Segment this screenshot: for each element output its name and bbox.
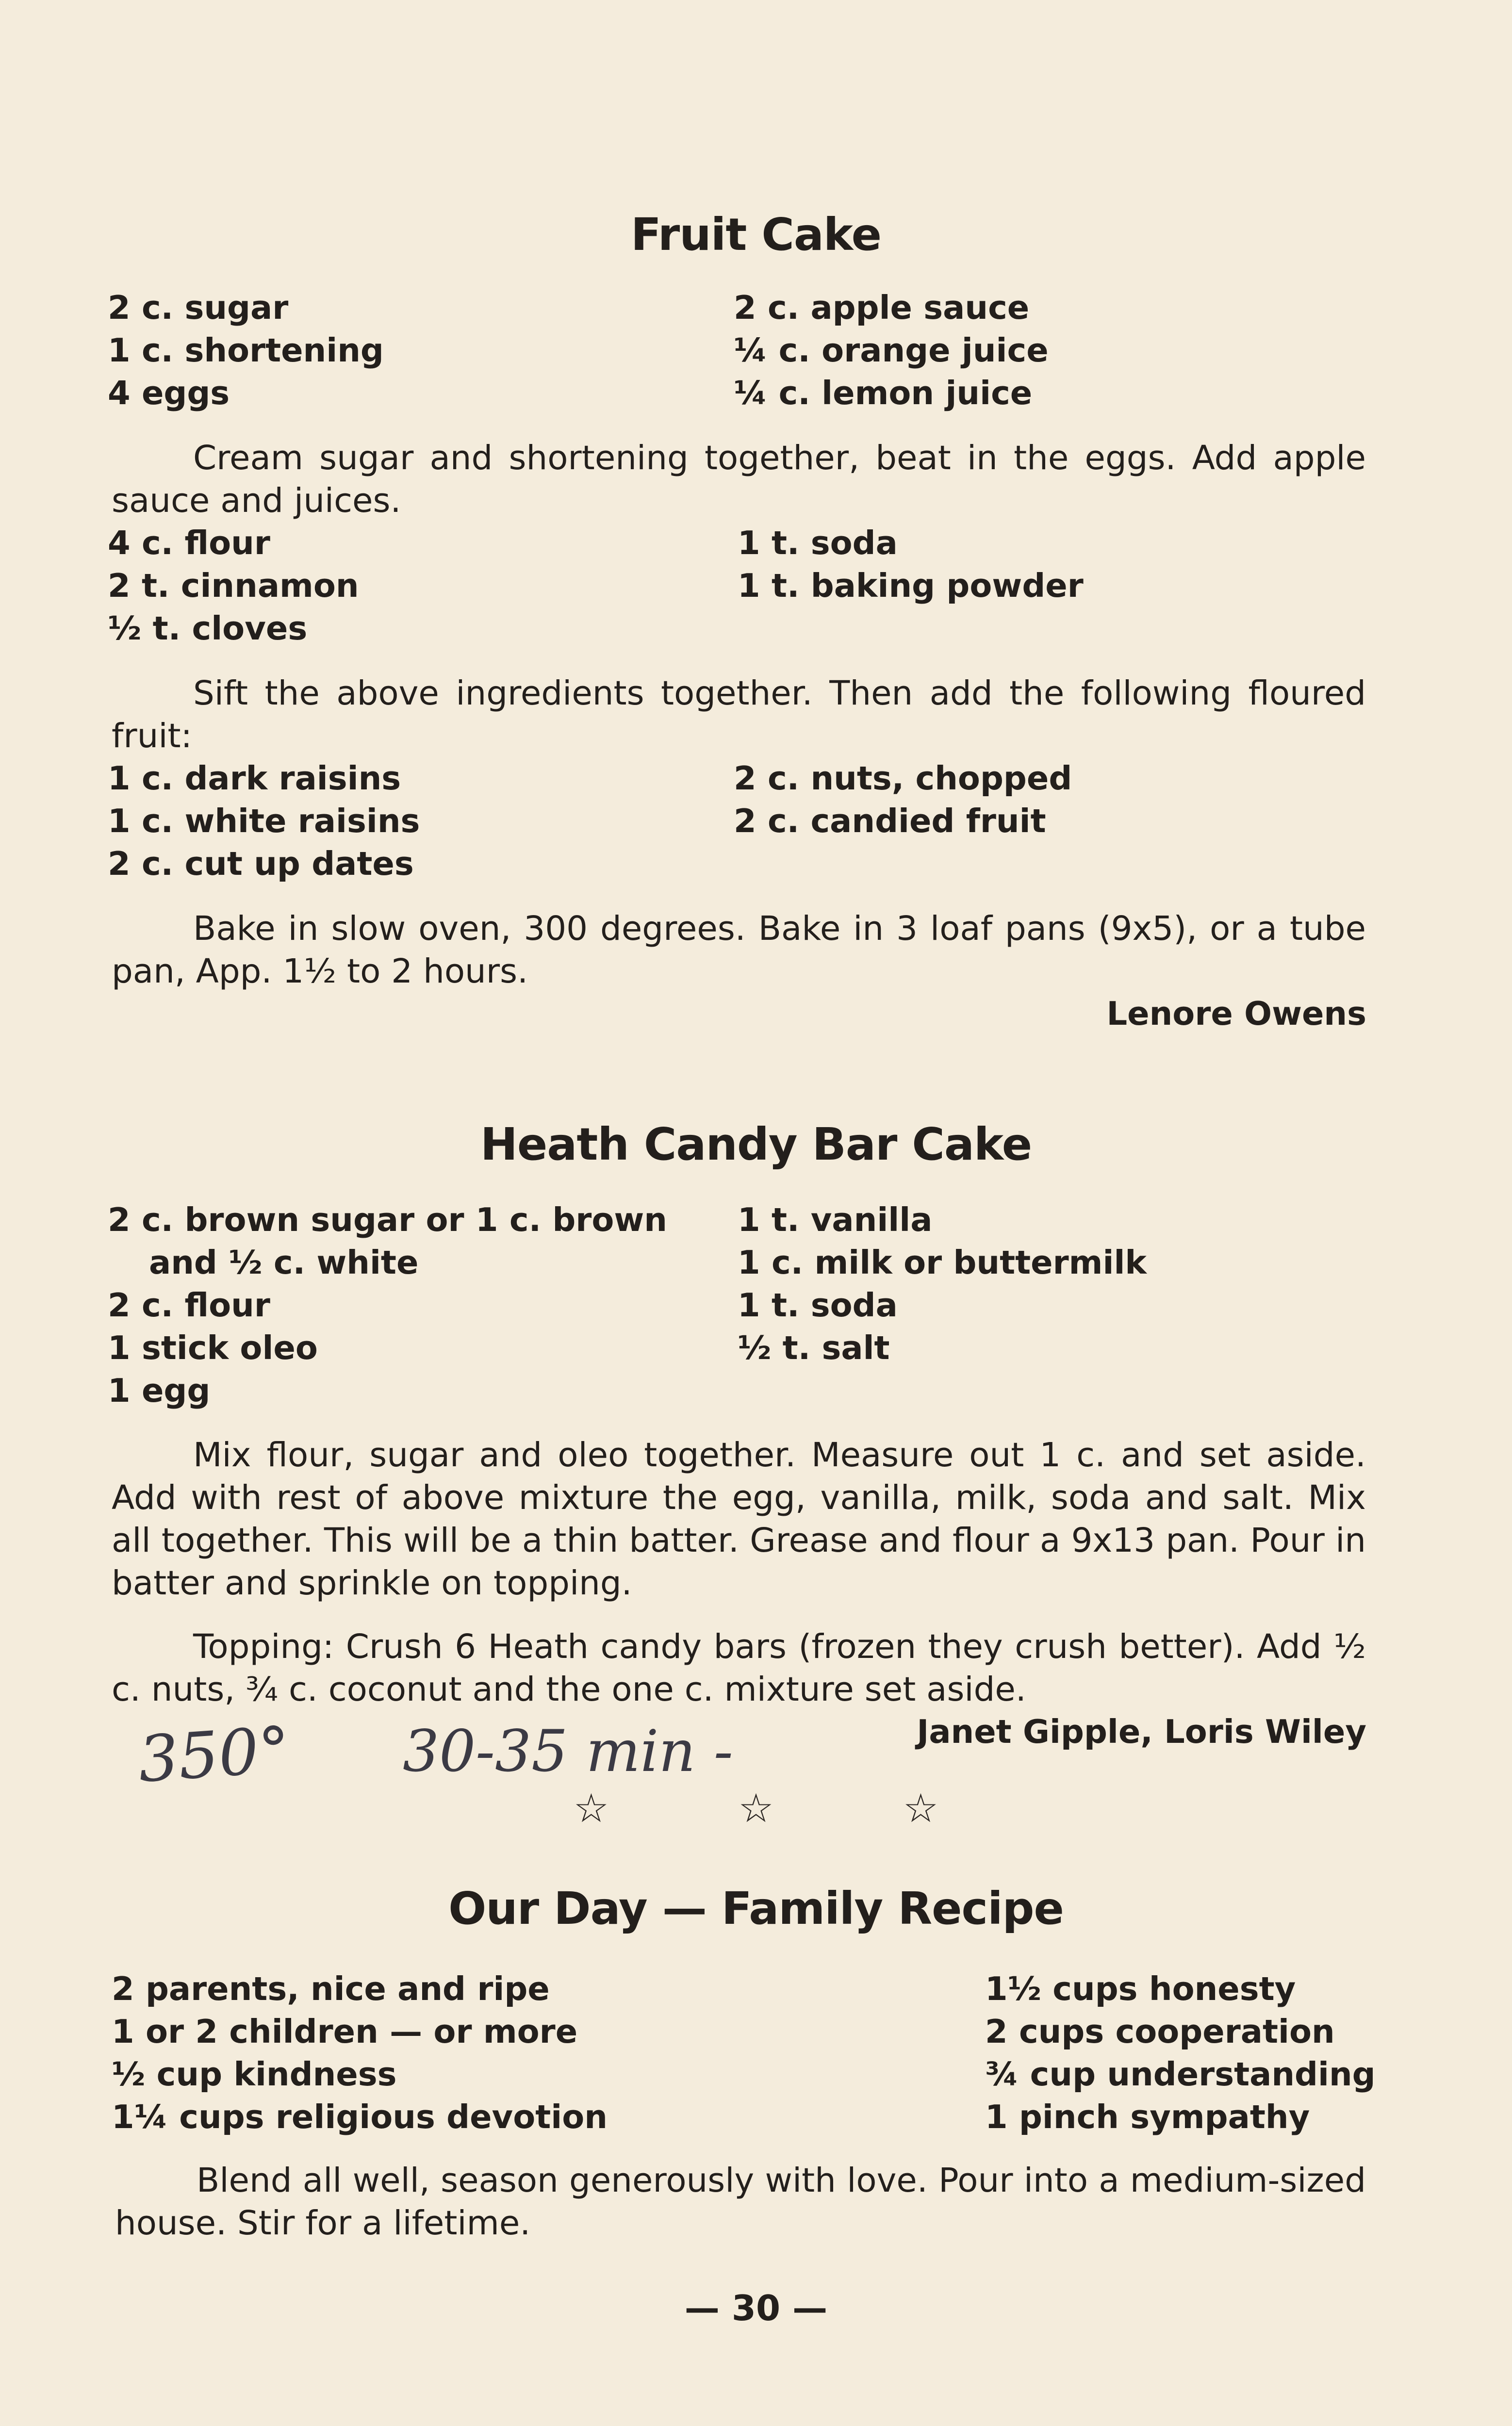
recipe-author: Janet Gipple, Loris Wiley [917,1713,1366,1751]
instruction-paragraph [115,2159,1366,2245]
ingredient: 1 egg [108,1372,211,1410]
ingredient: 4 c. flour [108,524,270,562]
ingredient: ¾ cup understanding [985,2055,1376,2093]
ingredient: 2 t. cinnamon [108,567,359,605]
recipe-title-heath-candy-bar-cake: Heath Candy Bar Cake [480,1118,1032,1170]
ingredient: ½ t. cloves [108,609,308,647]
ingredient: 1 t. baking powder [738,567,1084,605]
ingredient: 2 c. candied fruit [734,802,1046,840]
recipe-author: Lenore Owens [1106,995,1366,1033]
ingredient-list-right [985,1967,1376,2138]
ingredient: 2 c. brown sugar or 1 c. brown [108,1201,667,1239]
ingredient-list-left [108,1198,667,1412]
ingredient: 1 or 2 children — or more [112,2013,578,2050]
ingredient-list-left [108,286,384,414]
ingredient: ¼ c. orange juice [734,331,1049,369]
instruction-text: Sift the above ingredients together. Then add the following floured fruit: [112,674,1366,755]
ingredient-list-right [734,757,1072,842]
ingredient-list-left [108,522,359,650]
ingredient: 1 t. vanilla [738,1201,933,1239]
topping-paragraph [112,1625,1366,1711]
ingredient-list-left [108,757,420,885]
ingredient: 4 eggs [108,374,230,412]
ingredient: ½ cup kindness [112,2055,397,2093]
ingredient-list-left [112,1967,608,2138]
instruction-text: Blend all well, season generously with love. Pour into a medium-sized house. Stir for a lifetime. [115,2161,1366,2243]
instruction-text: Cream sugar and shortening together, beat in the eggs. Add apple sauce and juices. [112,439,1366,520]
ingredient: 1 c. shortening [108,331,384,369]
instruction-paragraph [112,1434,1366,1605]
instruction-text: Mix flour, sugar and oleo together. Measure out 1 c. and set aside. Add with rest of above mixture the egg, vanilla, milk, soda and salt. Mix all together. This will be a thin batter. Grease and flour a 9x13 pan. Pour in batter and sprinkle on topping. [112,1436,1366,1603]
ingredient: 1 stick oleo [108,1329,318,1367]
ingredient: 1 pinch sympathy [985,2098,1310,2136]
ingredient: 1 c. dark raisins [108,759,401,797]
star-separator: ☆ ☆ ☆ [573,1786,997,1832]
instruction-paragraph [112,437,1366,522]
ingredient: 1½ cups honesty [985,1970,1296,2008]
ingredient: ¼ c. lemon juice [734,374,1033,412]
handwritten-bake-time: 30-35 min - [403,1718,733,1785]
ingredient: and ½ c. white [149,1244,419,1281]
instruction-paragraph [112,907,1366,993]
ingredient-list-right [734,286,1049,414]
ingredient: 1 c. white raisins [108,802,420,840]
ingredient: 1 c. milk or buttermilk [738,1244,1147,1281]
ingredient: 2 c. apple sauce [734,289,1030,327]
ingredient: 1 t. soda [738,524,898,562]
page-number: — 30 — [684,2288,828,2328]
ingredient: 2 c. cut up dates [108,845,414,883]
ingredient: 2 c. flour [108,1286,270,1324]
ingredient: 2 parents, nice and ripe [112,1970,550,2008]
ingredient: 2 cups cooperation [985,2013,1335,2050]
ingredient: 2 c. nuts, chopped [734,759,1072,797]
ingredient: 1¼ cups religious devotion [112,2098,608,2136]
ingredient: ½ t. salt [738,1329,890,1367]
ingredient-list-right [738,1198,1147,1369]
recipe-title-our-day: Our Day — Family Recipe [448,1883,1064,1934]
ingredient-list-right [738,522,1084,607]
recipe-title-fruit-cake: Fruit Cake [630,209,882,261]
instruction-text: Bake in slow oven, 300 degrees. Bake in 3 loaf pans (9x5), or a tube pan, App. 1½ to 2 hours. [112,909,1366,991]
ingredient: 1 t. soda [738,1286,898,1324]
instruction-paragraph [112,672,1366,757]
ingredient: 2 c. sugar [108,289,289,327]
handwritten-temperature: 350° [136,1712,293,1797]
topping-text: Topping: Crush 6 Heath candy bars (frozen they crush better). Add ½ c. nuts, ¾ c. coconut and the one c. mixture set aside. [112,1627,1366,1709]
